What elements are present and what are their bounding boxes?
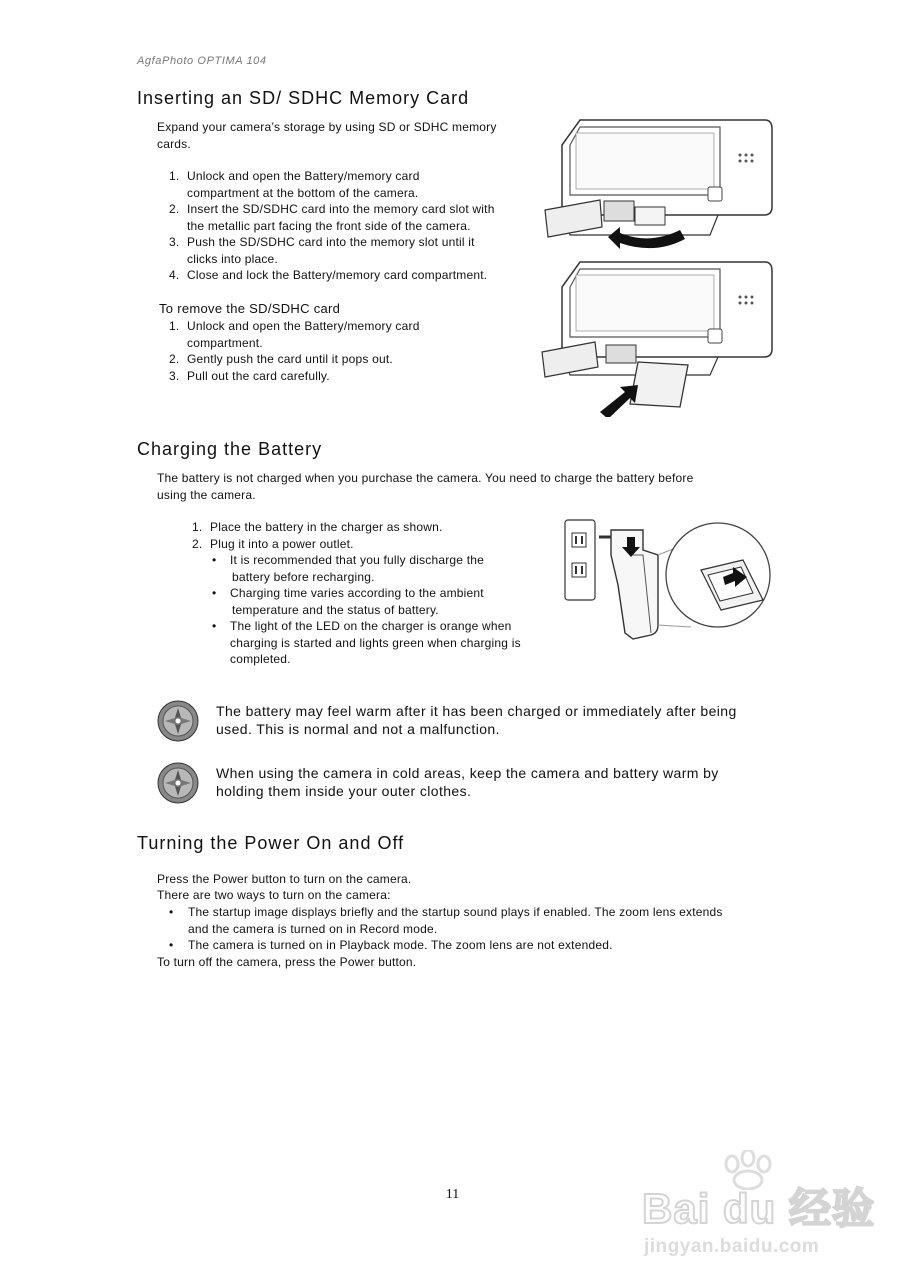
section-title-sd-card: Inserting an SD/ SDHC Memory Card [137,88,470,108]
section-title-power: Turning the Power On and Off [137,833,405,853]
list-item: 3. Push the SD/SDHC card into the memory slot until it clicks into place. [169,235,475,266]
power-line-1: Press the Power button to turn on the camera. [157,872,412,886]
sd-intro: Expand your camera’s storage by using SD or SDHC memory cards. [157,120,497,151]
list-item: 2. Plug it into a power outlet. [192,536,354,551]
charging-steps-list [180,519,540,552]
list-item: • The camera is turned on in Playback mode. The zoom lens are not extended. [169,938,613,952]
section-title-charging: Charging the Battery [137,439,323,459]
list-item: 1. Place the battery in the charger as shown. [192,520,443,534]
remove-steps-list [157,318,537,384]
list-item: 1. Unlock and open the Battery/memory card compartment at the bottom of the camera. [169,169,420,200]
note-battery-warm: The battery may feel warm after it has been charged or immediately after being used. This is normal and not a malfunction. [216,703,737,737]
list-item: • The light of the LED on the charger is orange when charging is started and lights green when charging is completed. [212,619,521,666]
battery-charger-illustration [563,515,773,645]
list-item: 2. Insert the SD/SDHC card into the memory card slot with the metallic part facing the front side of the camera. [169,202,495,233]
list-item: • The startup image displays briefly and the startup sound plays if enabled. The zoom lens extends and the camera is turned on in Record mode. [169,905,723,936]
compass-note-icon [157,700,199,742]
power-bullets-list [155,904,795,954]
list-item: 3. Pull out the card carefully. [169,368,330,383]
list-item: 2. Gently push the card until it pops out. [169,352,393,366]
list-item: 1. Unlock and open the Battery/memory card compartment. [169,319,420,350]
list-item: • Charging time varies according to the ambient temperature and the status of battery. [212,586,484,617]
remove-card-subtitle: To remove the SD/SDHC card [159,301,341,316]
watermark-brand: Bai du 经验 [642,1185,876,1232]
list-item: • It is recommended that you fully discharge the battery before recharging. [212,553,484,584]
page-number: 11 [445,1187,460,1202]
list-item: 4. Close and lock the Battery/memory card compartment. [169,268,488,282]
watermark-url: jingyan.baidu.com [644,1236,820,1257]
charging-bullets-list [198,552,558,668]
camera-insert-card-illustration [540,115,775,250]
power-closing: To turn off the camera, press the Power button. [157,955,417,969]
running-header: AgfaPhoto OPTIMA 104 [137,55,267,67]
baidu-watermark [640,1150,876,1270]
camera-remove-card-illustration [540,257,775,417]
power-line-2: There are two ways to turn on the camera: [157,888,391,902]
compass-note-icon [157,762,199,804]
charging-intro: The battery is not charged when you purchase the camera. You need to charge the battery before using the camera. [157,471,694,502]
sd-steps-list [157,168,537,284]
note-cold-areas: When using the camera in cold areas, keep the camera and battery warm by holding them inside your outer clothes. [216,765,719,799]
